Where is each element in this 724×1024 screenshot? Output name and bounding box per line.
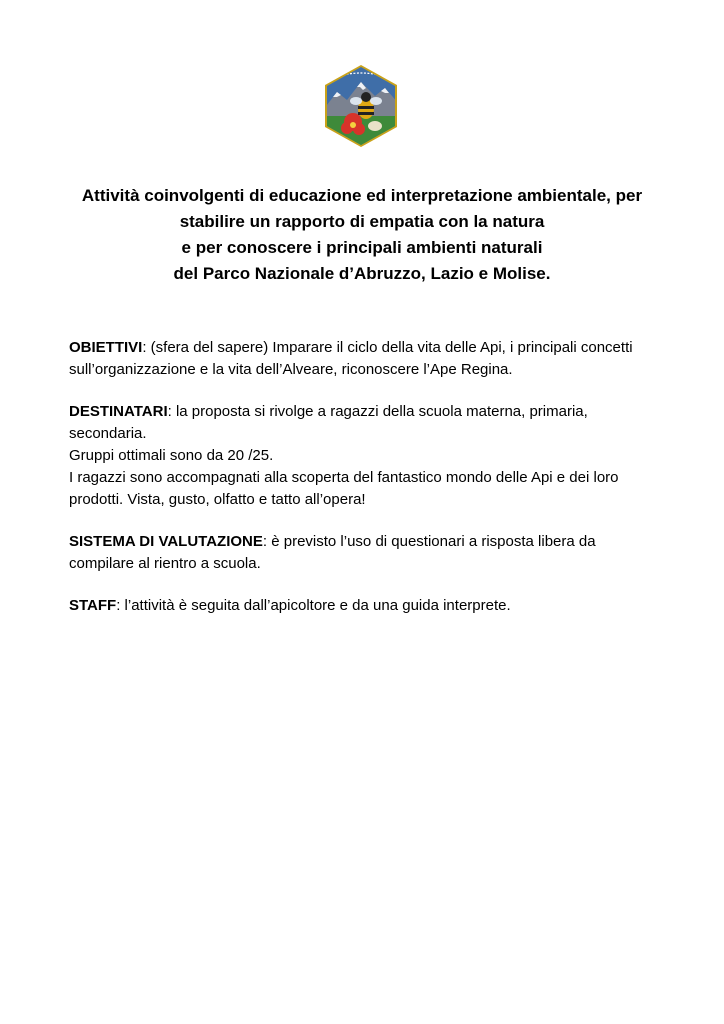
section-text: : è previsto l’uso di questionari a risposta libera da <box>262 533 596 550</box>
bee-logo-icon <box>323 64 399 148</box>
paragraph-line: secondaria. <box>69 425 147 442</box>
document-body <box>69 337 669 637</box>
title-line: e per conoscere i principali ambienti naturali <box>181 238 543 257</box>
section-label: OBIETTIVI <box>69 339 143 356</box>
paragraph-line <box>69 595 669 617</box>
title-line: del Parco Nazionale d’Abruzzo, Lazio e Molise. <box>173 264 551 283</box>
section-obiettivi <box>69 337 669 381</box>
paragraph-line: sull’organizzazione e la vita dell’Alveare, riconoscere l’Ape Regina. <box>69 361 513 378</box>
title-line: stabilire un rapporto di empatia con la natura <box>179 212 545 231</box>
paragraph-line <box>69 337 669 359</box>
section-text: : l’attività è seguita dall’apicoltore e da una guida interprete. <box>116 597 511 614</box>
paragraph-line: I ragazzi sono accompagnati alla scoperta del fantastico mondo delle Api e dei loro <box>69 469 619 486</box>
title-line: Attività coinvolgenti di educazione ed interpretazione ambientale, per <box>81 186 643 205</box>
document-title <box>40 183 684 287</box>
paragraph-line <box>69 401 669 423</box>
section-valutazione <box>69 531 669 575</box>
paragraph-line: Gruppi ottimali sono da 20 /25. <box>69 447 274 464</box>
section-label: DESTINATARI <box>69 403 168 420</box>
section-text: : la proposta si rivolge a ragazzi della scuola materna, primaria, <box>167 403 588 420</box>
section-destinatari <box>69 401 669 511</box>
section-label: STAFF <box>69 597 117 614</box>
paragraph-line: compilare al rientro a scuola. <box>69 555 261 572</box>
section-label: SISTEMA DI VALUTAZIONE <box>69 533 263 550</box>
section-staff <box>69 595 669 617</box>
paragraph-line: prodotti. Vista, gusto, olfatto e tatto all’opera! <box>69 491 366 508</box>
section-text: : (sfera del sapere) Imparare il ciclo della vita delle Api, i principali concetti <box>142 339 633 356</box>
paragraph-line <box>69 531 669 553</box>
bee-hexagon-logo <box>323 64 399 148</box>
